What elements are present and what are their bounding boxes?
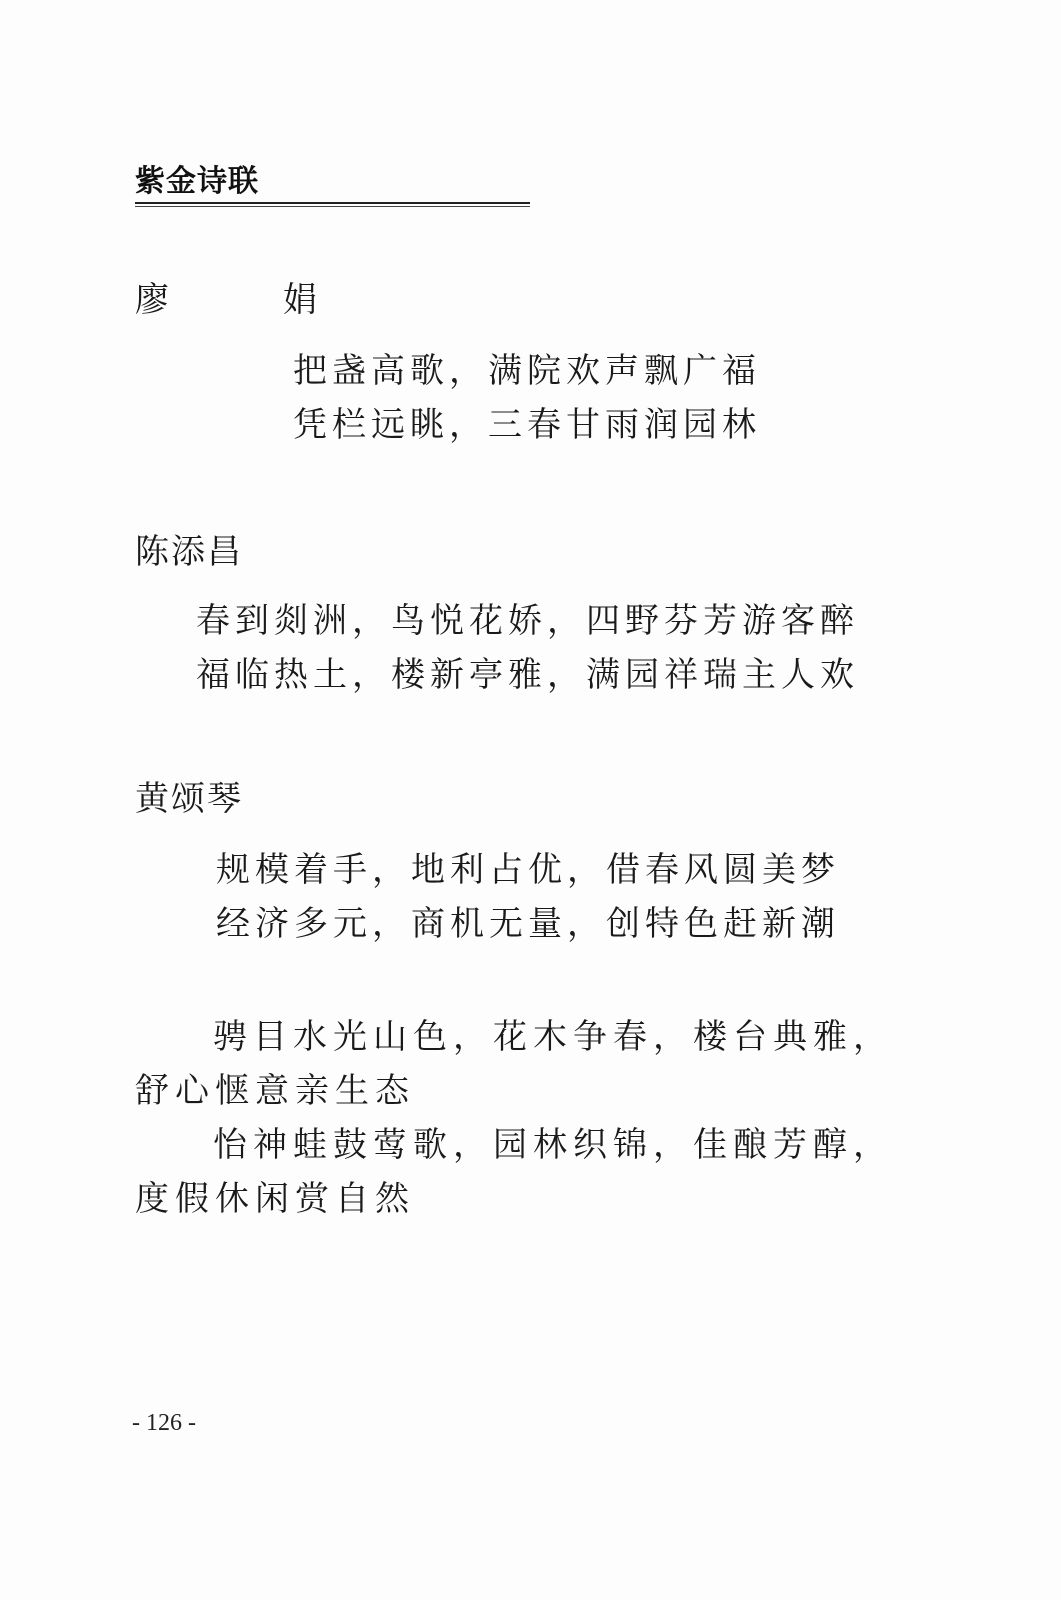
couplet-line-lower: 福临热土，楼新亭雅，满园祥瑞主人欢 bbox=[196, 655, 859, 695]
header-rule bbox=[135, 202, 530, 207]
couplet bbox=[196, 594, 859, 702]
page-number: - 126 - bbox=[132, 1410, 196, 1436]
long-couplet bbox=[135, 1010, 925, 1226]
running-header bbox=[135, 164, 530, 207]
couplet-line-upper: 规模着手，地利占优，借春风圆美梦 bbox=[216, 850, 840, 890]
couplet bbox=[216, 843, 840, 951]
author-name: 黄颂琴 bbox=[135, 779, 243, 819]
couplet-line-lower: 经济多元，商机无量，创特色赶新潮 bbox=[216, 904, 840, 944]
long-couplet-lower: 怡神蛙鼓莺歌，园林织锦，佳酿芳醇，度假休闲赏自然 bbox=[135, 1125, 893, 1219]
couplet-line-upper: 把盏高歌，满院欢声飘广福 bbox=[293, 351, 761, 391]
author-name: 廖 娟 bbox=[135, 280, 357, 320]
long-couplet-upper: 骋目水光山色，花木争春，楼台典雅，舒心惬意亲生态 bbox=[135, 1017, 893, 1111]
couplet-line-upper: 春到剡洲，鸟悦花娇，四野芬芳游客醉 bbox=[196, 601, 859, 641]
author-name: 陈添昌 bbox=[135, 532, 243, 572]
couplet bbox=[293, 344, 761, 452]
book-title: 紫金诗联 bbox=[135, 164, 259, 199]
couplet-line-lower: 凭栏远眺，三春甘雨润园林 bbox=[293, 405, 761, 445]
